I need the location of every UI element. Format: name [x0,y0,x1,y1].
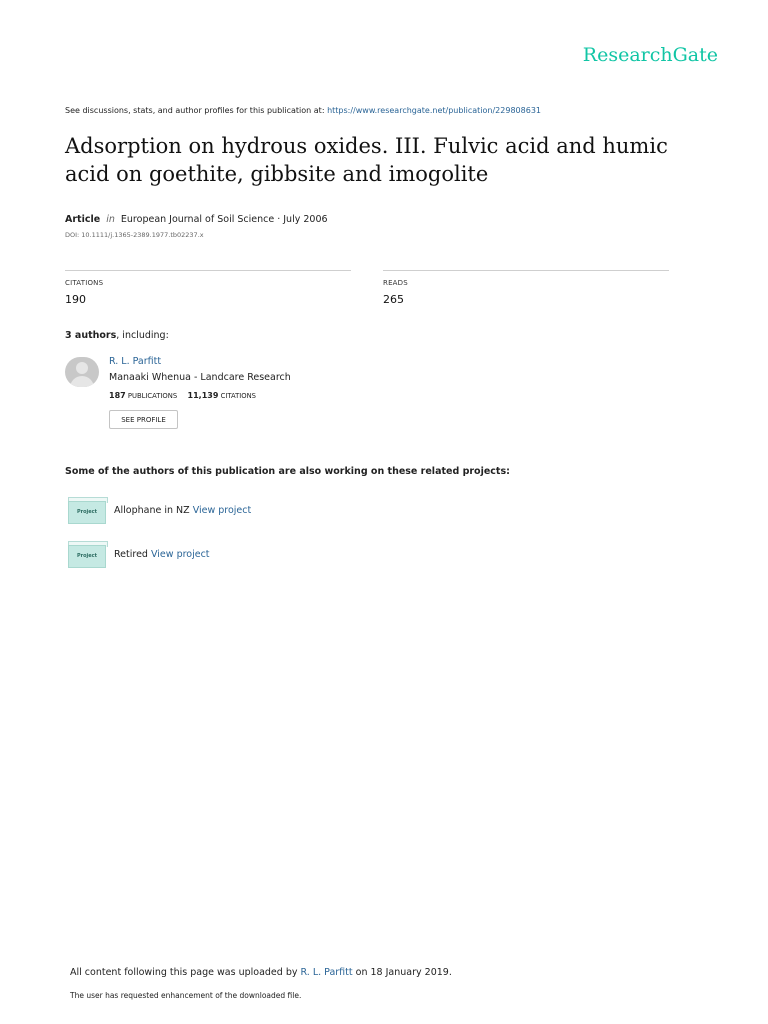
enhancement-note: The user has requested enhancement of the downloaded file. [70,991,302,1000]
in-word: in [106,214,115,225]
author-citations-count: 11,139 [187,391,219,400]
authors-heading [65,330,169,341]
avatar-shoulders-shape [70,376,94,387]
avatar[interactable] [65,357,99,387]
uploaded-prefix: All content following this page was uploaded by [70,967,298,978]
author-name-link[interactable]: R. L. Parfitt [109,356,162,367]
author-stats [109,391,256,400]
project-item [68,541,468,571]
publication-title: Adsorption on hydrous oxides. III. Fulvic acid and humic acid on goethite, gibbsite and imogolite [65,134,668,186]
project-name: Retired [114,549,148,560]
author-institution: Manaaki Whenua - Landcare Research [109,372,291,383]
uploader-link[interactable]: R. L. Parfitt [300,967,353,978]
authors-count: 3 authors [65,330,117,341]
author-card [65,355,465,435]
project-label [114,549,210,560]
discussions-text: See discussions, stats, and author profiles for this publication at: [65,106,325,115]
researchgate-logo[interactable]: ResearchGate [582,44,718,66]
project-label [114,505,251,516]
citations-stat [65,270,351,306]
related-projects-heading: Some of the authors of this publication are also working on these related projects: [65,466,510,477]
doi: DOI: 10.1111/j.1365-2389.1977.tb02237.x [65,231,204,239]
publication-url-link[interactable]: https://www.researchgate.net/publication/229808631 [327,106,541,115]
project-name: Allophane in NZ [114,505,190,516]
publication-type: Article [65,214,101,225]
citations-value: 190 [65,293,86,306]
author-citations-label: CITATIONS [220,392,256,400]
reads-value: 265 [383,293,404,306]
see-profile-button[interactable]: SEE PROFILE [109,410,178,429]
avatar-head-shape [76,362,88,374]
citations-label: CITATIONS [65,279,104,287]
venue-date: European Journal of Soil Science · July 2006 [120,214,328,225]
reads-label: READS [383,279,408,287]
project-folder-icon [68,541,106,569]
upload-footer [70,967,452,978]
project-item [68,497,468,527]
authors-suffix: , including: [116,330,169,341]
view-project-link[interactable]: View project [151,549,210,560]
uploaded-suffix: on 18 January 2019. [355,967,452,978]
author-publications-count: 187 [109,391,126,400]
project-folder-icon [68,497,106,525]
project-badge: Project [68,501,106,524]
publication-meta [65,214,328,225]
author-publications-label: PUBLICATIONS [127,392,178,400]
discussions-line [65,106,541,115]
project-badge: Project [68,545,106,568]
reads-stat [383,270,669,306]
view-project-link[interactable]: View project [192,505,252,516]
